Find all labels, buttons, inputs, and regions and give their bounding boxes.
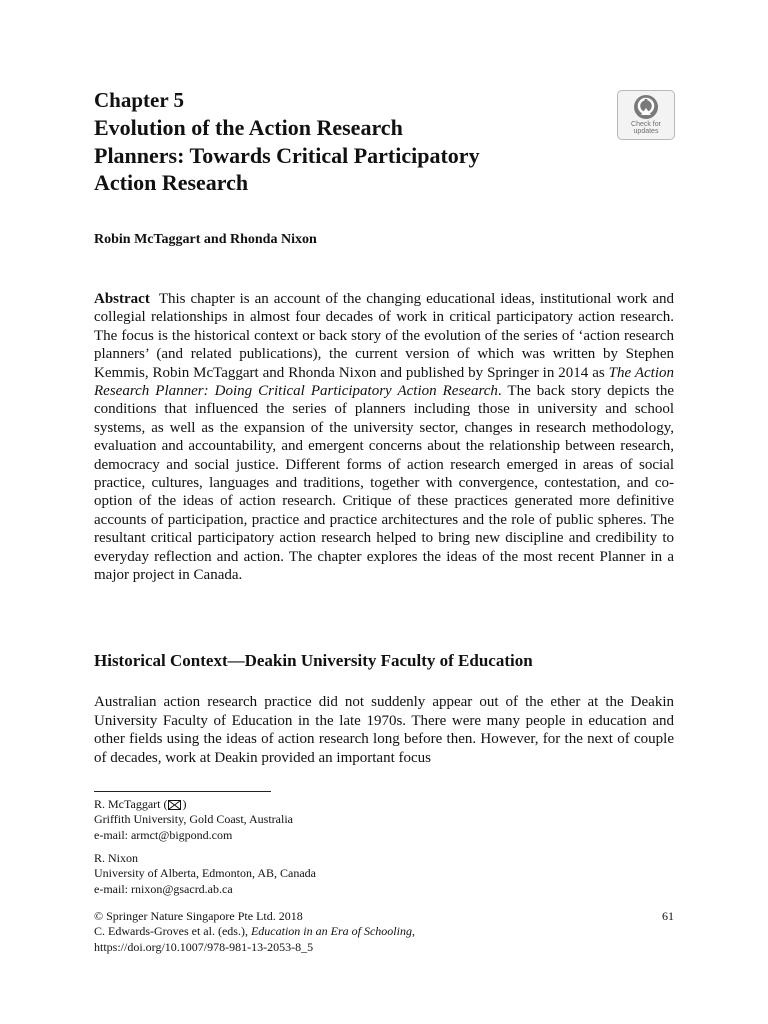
affiliation-email[interactable]: e-mail: armct@bigpond.com — [94, 827, 233, 842]
chapter-title-line: Action Research — [94, 170, 249, 195]
chapter-title — [94, 114, 594, 197]
abstract-text: This chapter is an account of the changing educational ideas, institutional work and collegial relationships in almost four decades of work in critical participatory action research. The focus is the historical context or back story of the evolution of the series of ‘action research planners’ (and related publications), the current version of which was written by Stephen Kemmis, Robin McTaggart and Rhonda Nixon and published by Springer in 2014 as — [94, 291, 674, 381]
envelope-icon — [168, 800, 181, 810]
check-for-updates-badge[interactable] — [617, 90, 675, 140]
affiliation-institution: University of Alberta, Edmonton, AB, Canada — [94, 866, 316, 881]
book-page — [94, 0, 674, 1024]
chapter-title-line: Planners: Towards Critical Participatory — [94, 142, 480, 168]
copyright-line: © Springer Nature Singapore Pte Ltd. 2018 — [94, 909, 303, 923]
chapter-label: Chapter 5 — [94, 88, 185, 112]
footnote-divider — [94, 791, 271, 792]
abstract-text-continued: . The back story depicts the conditions that influenced the series of planners including those in university and school systems, as well as the expansion of the university sector, changes in research methodology, evaluation and accountability, and emergent concerns about the relationship between research, democracy and social justice. Different forms of action research emerged in areas of social practice, cultures, languages and traditions, together with convergence, contestation, and co-option of the ideas of action research. Critique of these practices generated more definitive accounts of participation, practice and practice architectures and the role of public spheres. The resultant critical participatory action research helped to bring new discipline and credibility to everyday reflection and action. The chapter explores the ideas of the most recent Planner in a major project in Canada. — [94, 383, 674, 584]
author-affiliation-mctaggart — [94, 797, 494, 843]
affiliation-name: R. Nixon — [94, 851, 139, 865]
chapter-authors: Robin McTaggart and Rhonda Nixon — [94, 232, 317, 247]
chapter-title-line: Evolution of the Action Research — [94, 115, 403, 140]
affiliation-institution: Griffith University, Gold Coast, Australia — [94, 812, 293, 827]
citation-book-title: Education in an Era of Schooling — [250, 924, 412, 939]
affiliation-name: R. McTaggart ( ) — [94, 797, 187, 811]
author-affiliation-nixon — [94, 851, 494, 897]
affiliation-email[interactable]: e-mail: rnixon@gsacrd.ab.ca — [94, 881, 233, 896]
section-heading: Historical Context—Deakin University Faculty of Education — [94, 651, 533, 670]
check-for-updates-text: Check for updates — [631, 121, 661, 135]
citation-line: C. Edwards-Groves et al. (eds.), Education in an Era of Schooling, — [94, 924, 415, 939]
body-paragraph: Australian action research practice did not suddenly appear out of the ether at the Deakin University Faculty of Education in the late 1970s. There were many people in education and other fields using the ideas of action research long before then. However, for the next of couple of decades, work at Deakin provided an important focus — [94, 694, 674, 766]
page-number: 61 — [662, 909, 674, 923]
abstract — [94, 290, 674, 585]
doi-link[interactable]: https://doi.org/10.1007/978-981-13-2053-8_5 — [94, 939, 314, 954]
abstract-book-title: The Action Research Planner: Doing Critical Participatory Action Research — [94, 364, 674, 400]
copyright-block — [94, 909, 594, 955]
check-for-updates-icon — [633, 94, 659, 120]
abstract-heading: Abstract — [94, 291, 150, 307]
